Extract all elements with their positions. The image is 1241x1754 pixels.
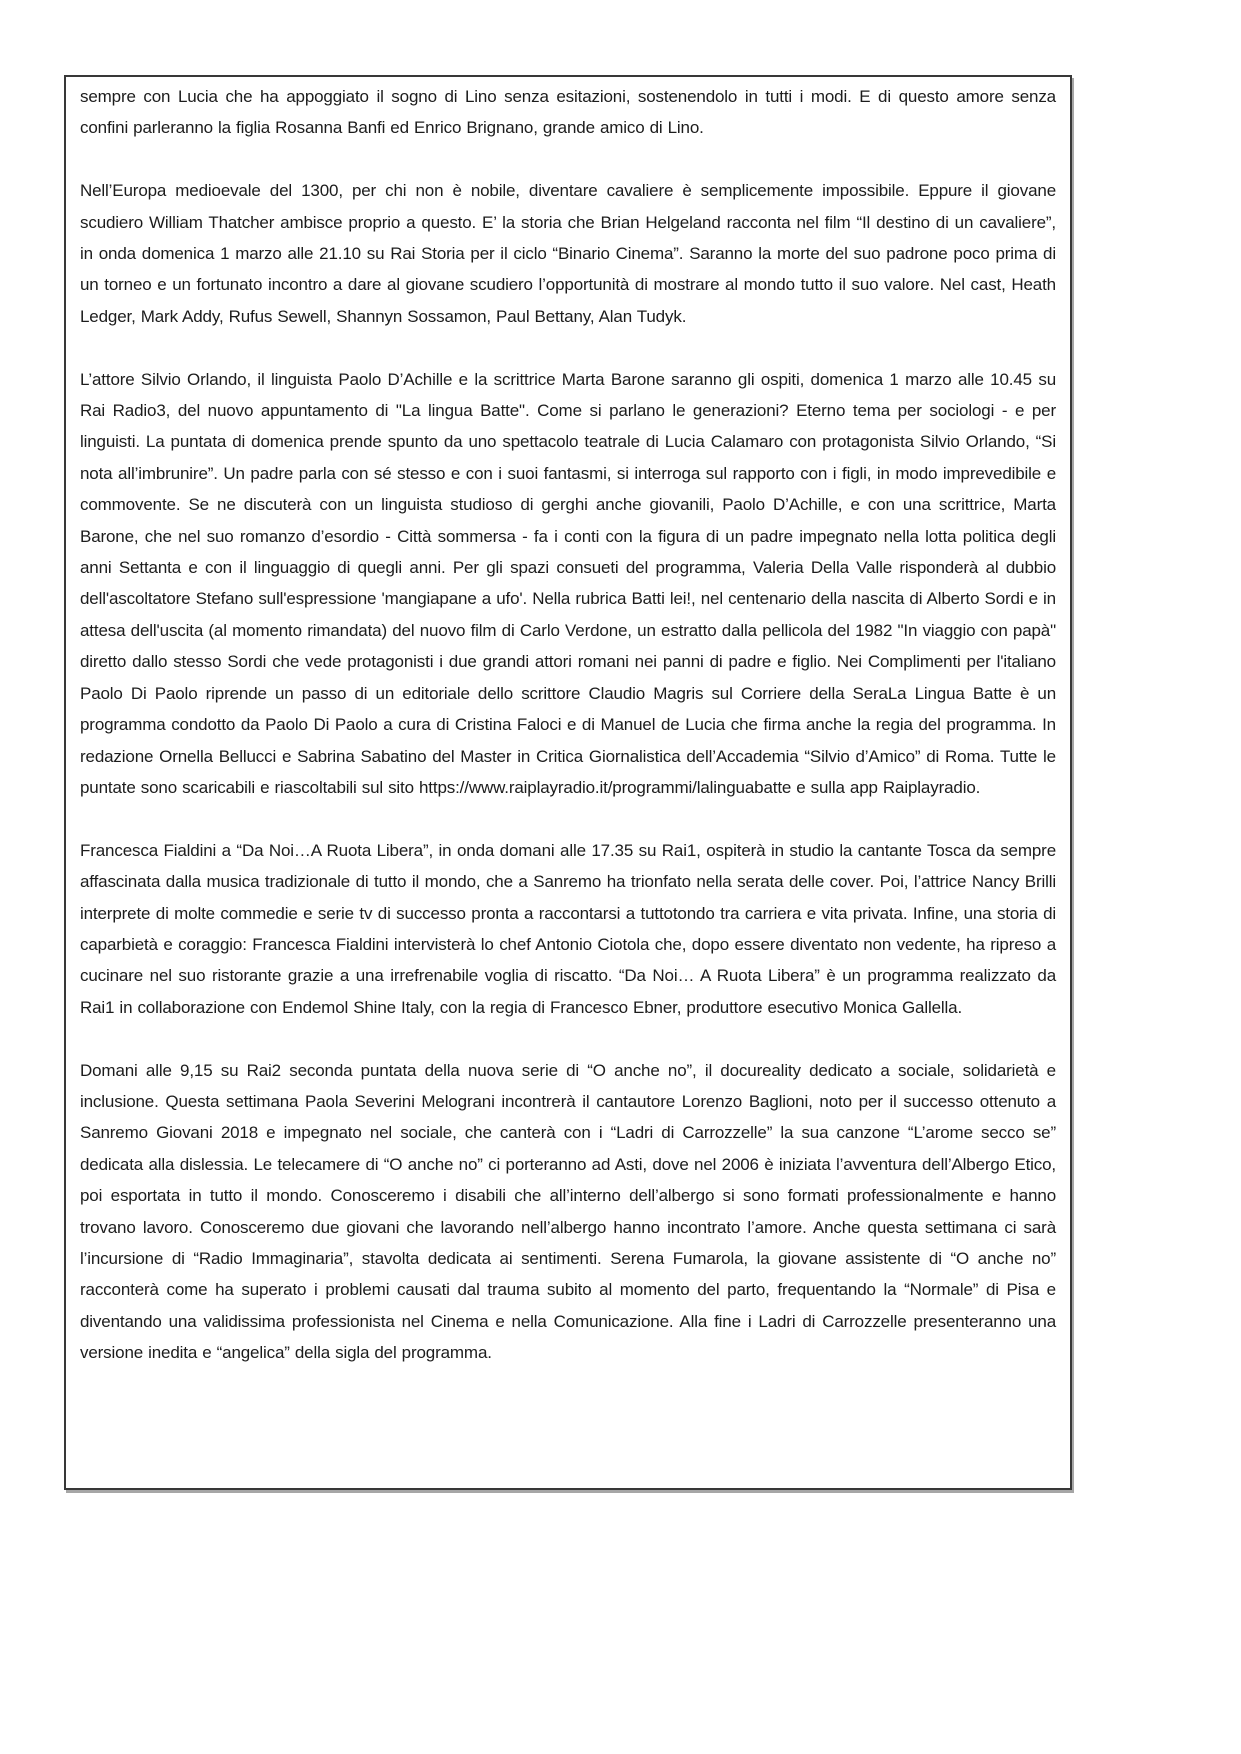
- paragraph: L’attore Silvio Orlando, il linguista Paolo D’Achille e la scrittrice Marta Barone saranno gli ospiti, domenica 1 marzo alle 10.45 su Rai Radio3, del nuovo appuntamento di "La lingua Batte". Come si parlano le generazioni? Eterno tema per sociologi - e per linguisti. La puntata di domenica prende spunto da uno spettacolo teatrale di Lucia Calamaro con protagonista Silvio Orlando, “Si nota all’imbrunire”. Un padre parla con sé stesso e con i suoi fantasmi, si interroga sul rapporto con i figli, in modo imprevedibile e commovente. Se ne discuterà con un linguista studioso di gerghi anche giovanili, Paolo D’Achille, e con una scrittrice, Marta Barone, che nel suo romanzo d’esordio - Città sommersa - fa i conti con la figura di un padre impegnato nella lotta politica degli anni Settanta e con il linguaggio di quegli anni. Per gli spazi consueti del programma, Valeria Della Valle risponderà al dubbio dell'ascoltatore Stefano sull'espressione 'mangiapane a ufo'. Nella rubrica Batti lei!, nel centenario della nascita di Alberto Sordi e in attesa dell'uscita (al momento rimandata) del nuovo film di Carlo Verdone, un estratto dalla pellicola del 1982 "In viaggio con papà" diretto dallo stesso Sordi che vede protagonisti i due grandi attori romani nei panni di padre e figlio. Nei Complimenti per l'italiano Paolo Di Paolo riprende un passo di un editoriale dello scrittore Claudio Magris sul Corriere della SeraLa Lingua Batte è un programma condotto da Paolo Di Paolo a cura di Cristina Faloci e di Manuel de Lucia che firma anche la regia del programma. In redazione Ornella Bellucci e Sabrina Sabatino del Master in Critica Giornalistica dell’Accademia “Silvio d’Amico” di Roma. Tutte le puntate sono scaricabili e riascoltabili sul sito https://www.raiplayradio.it/programmi/lalinguabatte e sulla app Raiplayradio.: [80, 369, 1056, 797]
- bordered-text-frame: [64, 75, 1072, 1490]
- paragraph: sempre con Lucia che ha appoggiato il sogno di Lino senza esitazioni, sostenendolo in tutti i modi. E di questo amore senza confini parleranno la figlia Rosanna Banfi ed Enrico Brignano, grande amico di Lino.: [80, 87, 1056, 138]
- paragraph: Domani alle 9,15 su Rai2 seconda puntata della nuova serie di “O anche no”, il docureality dedicato a sociale, solidarietà e inclusione. Questa settimana Paola Severini Melograni incontrerà il cantautore Lorenzo Baglioni, noto per il successo ottenuto a Sanremo Giovani 2018 e impegnato nel sociale, che canterà con i “Ladri di Carrozzelle” la sua canzone “L’arome secco se” dedicata alla dislessia. Le telecamere di “O anche no” ci porteranno ad Asti, dove nel 2006 è iniziata l’avventura dell’Albergo Etico, poi esportata in tutto il mondo. Conosceremo i disabili che all’interno dell’albergo si sono formati professionalmente e hanno trovano lavoro. Conosceremo due giovani che lavorando nell’albergo hanno incontrato l’amore. Anche questa settimana ci sarà l’incursione di “Radio Immaginaria”, stavolta dedicata ai sentimenti. Serena Fumarola, la giovane assistente di “O anche no” racconterà come ha superato i problemi causati dal trauma subito al momento del parto, frequentando la “Normale” di Pisa e diventando una validissima professionista nel Cinema e nella Comunicazione. Alla fine i Ladri di Carrozzelle presenteranno una versione inedita e “angelica” della sigla del programma.: [80, 1060, 1056, 1363]
- paragraph: Francesca Fialdini a “Da Noi…A Ruota Libera”, in onda domani alle 17.35 su Rai1, ospiterà in studio la cantante Tosca da sempre affascinata dalla musica tradizionale di tutto il mondo, che a Sanremo ha trionfato nella serata delle cover. Poi, l’attrice Nancy Brilli interprete di molte commedie e serie tv di successo pronta a raccontarsi a tuttotondo tra carriera e vita privata. Infine, una storia di caparbietà e coraggio: Francesca Fialdini intervisterà lo chef Antonio Ciotola che, dopo essere diventato non vedente, ha ripreso a cucinare nel suo ristorante grazie a una irrefrenabile voglia di riscatto. “Da Noi… A Ruota Libera” è un programma realizzato da Rai1 in collaborazione con Endemol Shine Italy, con la regia di Francesco Ebner, produttore esecutivo Monica Gallella.: [80, 840, 1056, 1017]
- paragraph: Nell’Europa medioevale del 1300, per chi non è nobile, diventare cavaliere è semplicemente impossibile. Eppure il giovane scudiero William Thatcher ambisce proprio a questo. E’ la storia che Brian Helgeland racconta nel film “Il destino di un cavaliere”, in onda domenica 1 marzo alle 21.10 su Rai Storia per il ciclo “Binario Cinema”. Saranno la morte del suo padrone poco prima di un torneo e un fortunato incontro a dare al giovane scudiero l’opportunità di mostrare al mondo tutto il suo valore. Nel cast, Heath Ledger, Mark Addy, Rufus Sewell, Shannyn Sossamon, Paul Bettany, Alan Tudyk.: [80, 181, 1056, 326]
